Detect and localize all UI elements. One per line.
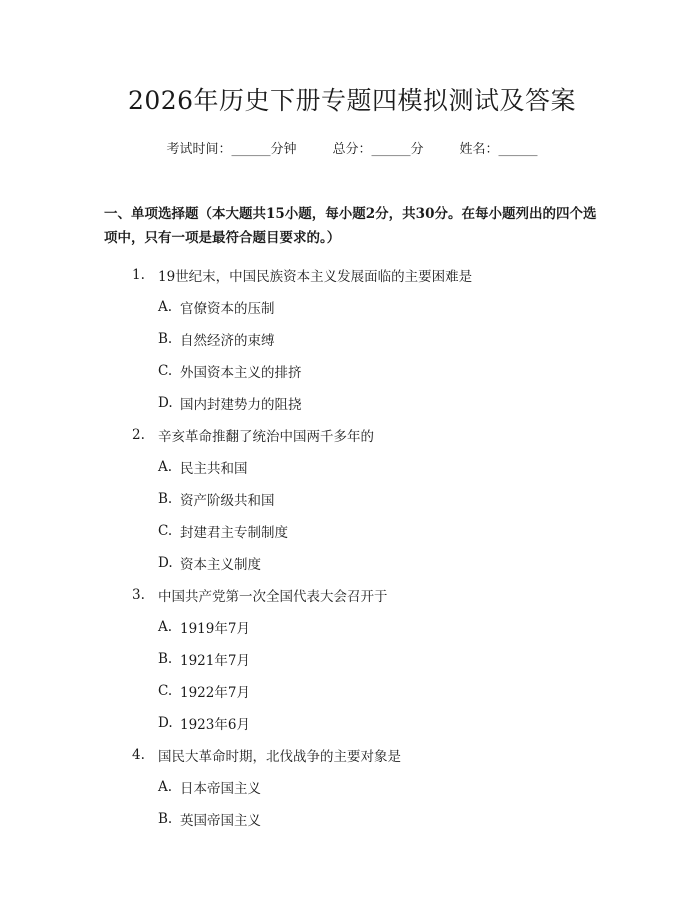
option-text: 1919年7月 xyxy=(180,621,250,637)
option-letter: D. xyxy=(158,395,173,411)
question-number: 4. xyxy=(132,747,145,763)
option-letter: C. xyxy=(158,523,173,539)
question-stem xyxy=(104,419,600,451)
answer-option xyxy=(104,291,600,323)
option-letter: D. xyxy=(158,555,173,571)
option-text: 1923年6月 xyxy=(180,717,250,733)
answer-option xyxy=(104,515,600,547)
option-letter: A. xyxy=(158,779,173,795)
option-letter: B. xyxy=(158,331,173,347)
answer-option xyxy=(104,707,600,739)
option-text: 资本主义制度 xyxy=(180,557,261,573)
question-stem xyxy=(104,579,600,611)
option-text: 资产阶级共和国 xyxy=(180,493,275,509)
question-text: 国民大革命时期，北伐战争的主要对象是 xyxy=(158,749,401,765)
answer-option xyxy=(104,803,600,835)
option-text: 1922年7月 xyxy=(180,685,250,701)
question-text: 中国共产党第一次全国代表大会召开于 xyxy=(158,589,388,605)
option-text: 日本帝国主义 xyxy=(180,781,261,797)
section-heading: 一、单项选择题（本大题共15小题，每小题2分，共30分。在每小题列出的四个选项中，只有一项是最符合题目要求的。） xyxy=(104,206,597,246)
question-number: 1. xyxy=(132,267,145,283)
answer-option xyxy=(104,771,600,803)
option-letter: A. xyxy=(158,619,173,635)
option-text: 英国帝国主义 xyxy=(180,813,261,829)
option-letter: B. xyxy=(158,811,173,827)
option-text: 封建君主专制制度 xyxy=(180,525,288,541)
answer-option xyxy=(104,451,600,483)
answer-option xyxy=(104,483,600,515)
option-letter: C. xyxy=(158,683,173,699)
option-letter: A. xyxy=(158,459,173,475)
question-number: 3. xyxy=(132,587,145,603)
question-text: 19世纪末，中国民族资本主义发展面临的主要困难是 xyxy=(158,269,473,285)
name-field: 姓名：______ xyxy=(459,142,538,157)
option-letter: C. xyxy=(158,363,173,379)
question-stem xyxy=(104,259,600,291)
option-text: 自然经济的束缚 xyxy=(180,333,275,349)
answer-option xyxy=(104,675,600,707)
page-title: 2026年历史下册专题四模拟测试及答案 xyxy=(127,86,577,115)
option-letter: A. xyxy=(158,299,173,315)
question-text: 辛亥革命推翻了统治中国两千多年的 xyxy=(158,429,374,445)
option-letter: B. xyxy=(158,651,173,667)
option-text: 官僚资本的压制 xyxy=(180,301,275,317)
question-stem xyxy=(104,739,600,771)
option-letter: D. xyxy=(158,715,173,731)
answer-option xyxy=(104,643,600,675)
question-number: 2. xyxy=(132,427,145,443)
answer-option xyxy=(104,387,600,419)
exam-meta xyxy=(104,140,600,160)
answer-option xyxy=(104,355,600,387)
total-score-field: 总分：______分 xyxy=(332,142,424,157)
answer-option xyxy=(104,323,600,355)
exam-time-field: 考试时间：______分钟 xyxy=(166,142,297,157)
option-text: 国内封建势力的阻挠 xyxy=(180,397,302,413)
option-text: 民主共和国 xyxy=(180,461,248,477)
option-letter: B. xyxy=(158,491,173,507)
option-text: 1921年7月 xyxy=(180,653,250,669)
answer-option xyxy=(104,611,600,643)
option-text: 外国资本主义的排挤 xyxy=(180,365,302,381)
answer-option xyxy=(104,547,600,579)
question-list xyxy=(104,259,600,835)
